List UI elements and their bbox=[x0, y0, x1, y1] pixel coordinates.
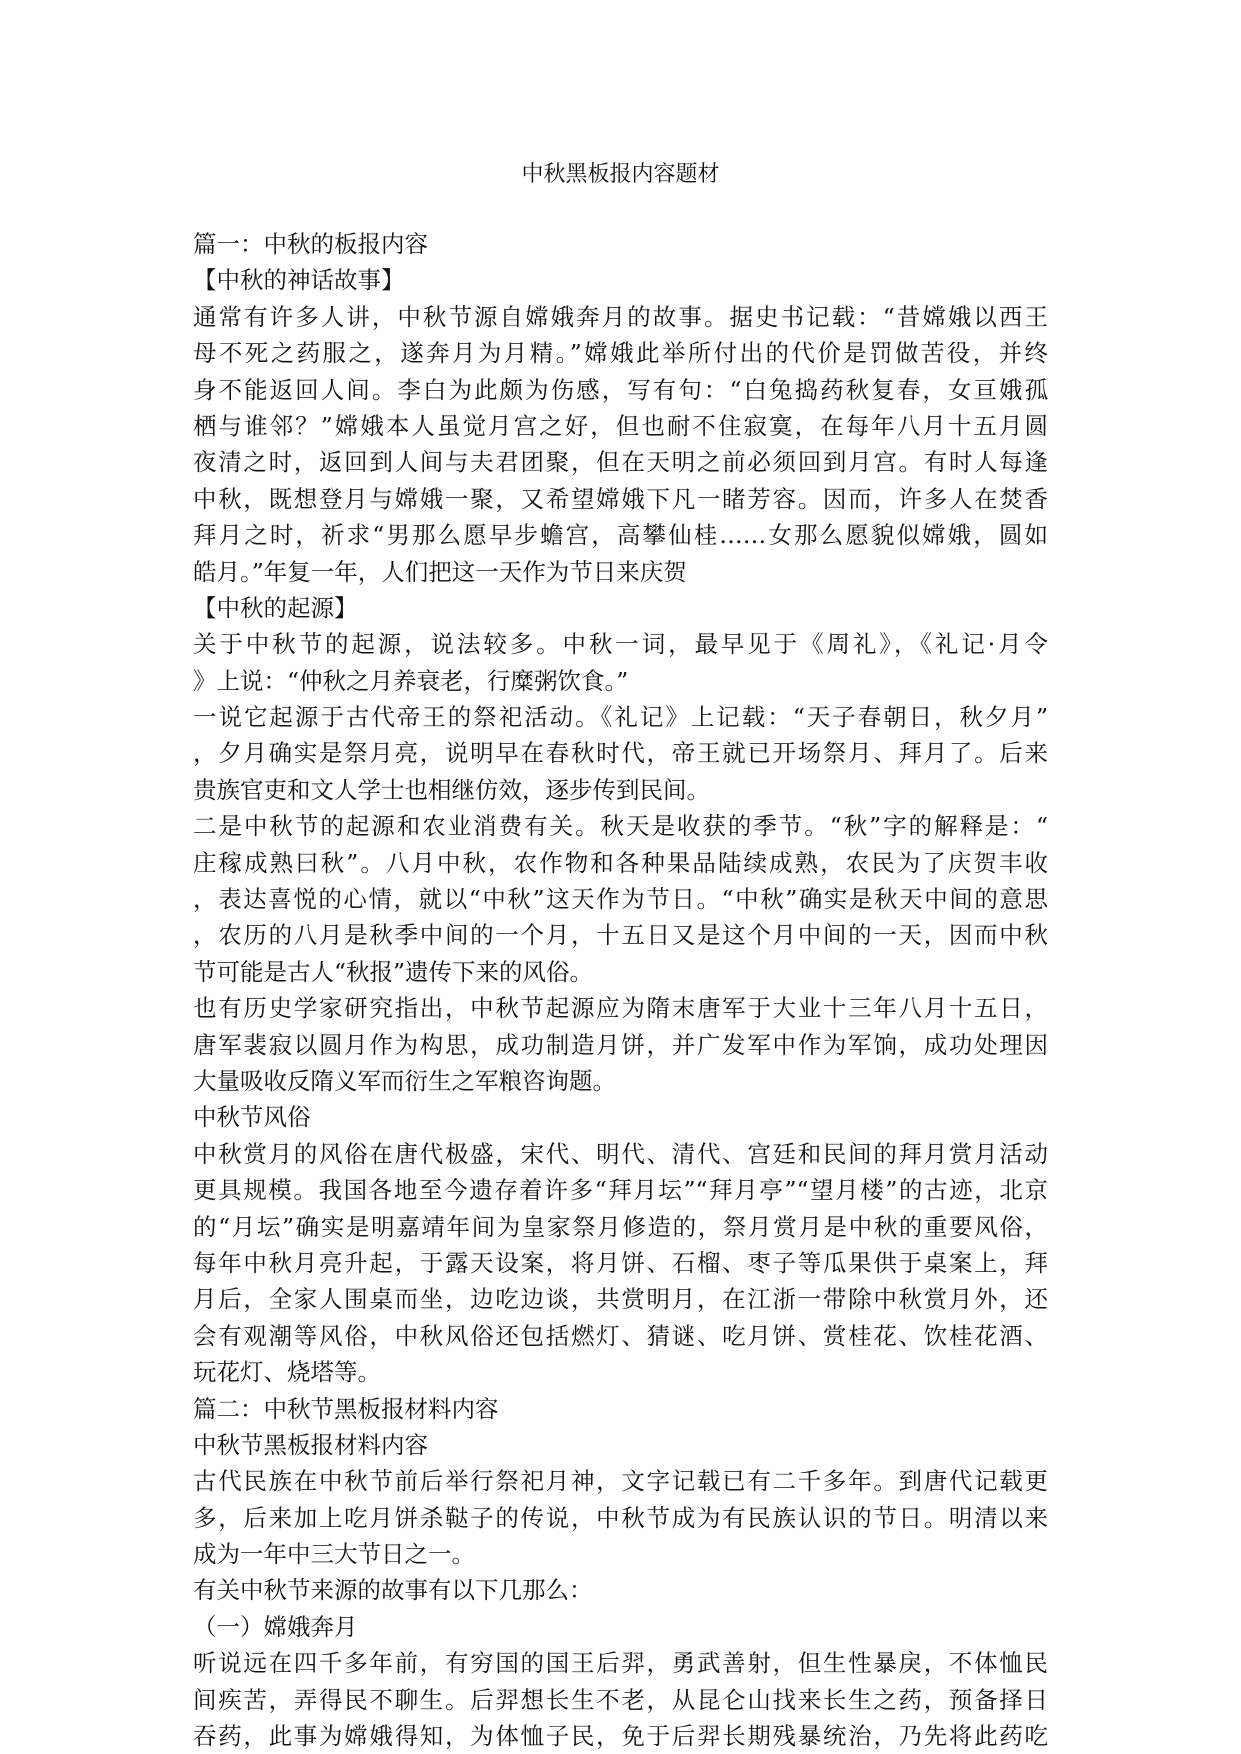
text-line: 中秋节风俗 bbox=[193, 1103, 311, 1132]
text-line: 关于中秋节的起源，说法较多。中秋一词，最早见于《周礼》，《礼记·月令 bbox=[193, 630, 1048, 659]
text-line: 有关中秋节来源的故事有以下几那么： bbox=[193, 1576, 593, 1605]
text-line: 也有历史学家研究指出，中秋节起源应为隋末唐军于大业十三年八月十五日， bbox=[193, 994, 1048, 1023]
text-line: 多，后来加上吃月饼杀鞑子的传说，中秋节成为有民族认识的节日。明清以来 bbox=[193, 1503, 1048, 1532]
text-line: 大量吸收反隋义军而衍生之军粮咨询题。 bbox=[193, 1066, 616, 1095]
text-line: 月后，全家人围桌而坐，边吃边谈，共赏明月，在江浙一带除中秋赏月外，还 bbox=[193, 1285, 1048, 1314]
text-line: 节可能是古人“秋报”遗传下来的风俗。 bbox=[193, 957, 594, 986]
text-line: 皓月。”年复一年，人们把这一天作为节日来庆贺 bbox=[193, 557, 687, 586]
text-line: 篇一：中秋的板报内容 bbox=[193, 230, 428, 258]
text-line: 身不能返回人间。李白为此颇为伤感，写有句：“白兔捣药秋复春，女亘娥孤 bbox=[193, 375, 1048, 404]
text-line: （一）嫦娥奔月 bbox=[193, 1612, 358, 1641]
text-line: 唐军裴寂以圆月作为构思，成功制造月饼，并广发军中作为军饷，成功处理因 bbox=[193, 1030, 1048, 1059]
text-line: 母不死之药服之，遂奔月为月精。”嫦娥此举所付出的代价是罚做苦役，并终 bbox=[193, 339, 1048, 368]
text-line: 玩花灯、烧塔等。 bbox=[193, 1358, 381, 1387]
text-line: 每年中秋月亮升起，于露天设案，将月饼、石榴、枣子等瓜果供于桌案上，拜 bbox=[193, 1248, 1048, 1277]
text-line: 中秋赏月的风俗在唐代极盛，宋代、明代、清代、宫廷和民间的拜月赏月活动 bbox=[193, 1139, 1048, 1168]
text-line: 的“月坛”确实是明嘉靖年间为皇家祭月修造的，祭月赏月是中秋的重要风俗， bbox=[193, 1212, 1048, 1241]
text-line: 拜月之时，祈求“男那么愿早步蟾宫，高攀仙桂……女那么愿貌似嫦娥，圆如 bbox=[193, 521, 1048, 550]
text-line: 庄稼成熟曰秋”。八月中秋，农作物和各种果品陆续成熟，农民为了庆贺丰收 bbox=[193, 848, 1048, 877]
text-line: 中秋节黑板报材料内容 bbox=[193, 1430, 428, 1459]
text-line: 【中秋的起源】 bbox=[193, 593, 358, 622]
text-line: ，农历的八月是秋季中间的一个月，十五日又是这个月中间的一天，因而中秋 bbox=[193, 921, 1048, 950]
text-line: 会有观潮等风俗，中秋风俗还包括燃灯、猜谜、吃月饼、赏桂花、饮桂花酒、 bbox=[193, 1321, 1048, 1350]
document-title: 中秋黑板报内容题材 bbox=[521, 162, 720, 187]
text-line: 中秋，既想登月与嫦娥一聚，又希望嫦娥下凡一睹芳容。因而，许多人在焚香 bbox=[193, 484, 1048, 513]
text-line: 二是中秋节的起源和农业消费有关。秋天是收获的季节。“秋”字的解释是：“ bbox=[193, 812, 1048, 841]
text-line: 》上说：“仲秋之月养衰老，行糜粥饮食。” bbox=[193, 666, 629, 695]
text-line: 听说远在四千多年前，有穷国的国王后羿，勇武善射，但生性暴戾，不体恤民 bbox=[193, 1649, 1048, 1678]
text-line: 【中秋的神话故事】 bbox=[193, 266, 405, 295]
text-line: 通常有许多人讲，中秋节源自嫦娥奔月的故事。据史书记载：“昔嫦娥以西王 bbox=[193, 302, 1048, 331]
text-line: 贵族官吏和文人学士也相继仿效，逐步传到民间。 bbox=[193, 775, 710, 804]
text-line: 吞药，此事为嫦娥得知，为体恤子民，免于后羿长期残暴统治，乃先将此药吃 bbox=[193, 1722, 1048, 1751]
text-line: 古代民族在中秋节前后举行祭祀月神，文字记载已有二千多年。到唐代记载更 bbox=[193, 1467, 1048, 1496]
text-line: 成为一年中三大节日之一。 bbox=[193, 1540, 475, 1569]
text-line: 更具规模。我国各地至今遗存着许多“拜月坛”“拜月亭”“望月楼”的古迹，北京 bbox=[193, 1176, 1048, 1205]
document-body bbox=[193, 226, 1048, 1754]
text-line: 篇二：中秋节黑板报材料内容 bbox=[193, 1394, 499, 1423]
text-line: ，表达喜悦的心情，就以“中秋”这天作为节日。“中秋”确实是秋天中间的意思 bbox=[193, 885, 1048, 914]
text-line: 夜清之时，返回到人间与夫君团聚，但在天明之前必须回到月宫。有时人每逢 bbox=[193, 448, 1048, 477]
text-line: 间疾苦，弄得民不聊生。后羿想长生不老，从昆仑山找来长生之药，预备择日 bbox=[193, 1685, 1048, 1714]
text-line: ，夕月确实是祭月亮，说明早在春秋时代，帝王就已开场祭月、拜月了。后来 bbox=[193, 739, 1048, 768]
text-line: 栖与谁邻？”嫦娥本人虽觉月宫之好，但也耐不住寂寞，在每年八月十五月圆 bbox=[193, 411, 1048, 440]
text-line: 一说它起源于古代帝王的祭祀活动。《礼记》上记载：“天子春朝日，秋夕月” bbox=[193, 703, 1048, 732]
